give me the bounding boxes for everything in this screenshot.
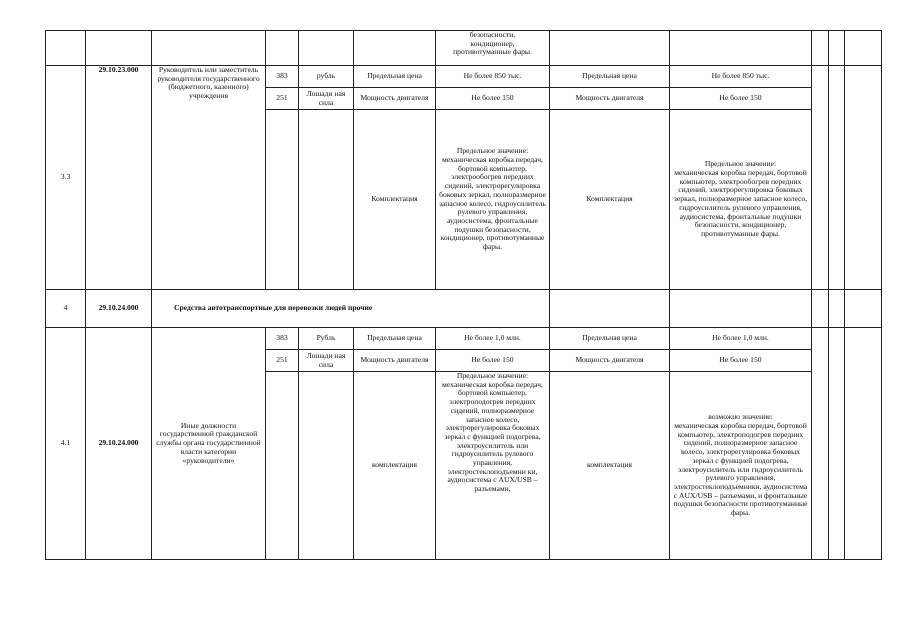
characteristic-name: Предельная цена (550, 328, 670, 350)
okei-code: 251 (266, 88, 299, 110)
equipment-value-cont: безопасности, кондиционер, противотуманные фары. (436, 31, 550, 66)
characteristic-value: Не более 150 (670, 350, 812, 372)
table-row (46, 31, 882, 66)
section-title: Средства автотранспортные для перевозки людей прочие (152, 290, 550, 328)
okei-code: 251 (266, 350, 299, 372)
characteristic-value: Не более 150 (436, 88, 550, 110)
unit-name: рубль (299, 66, 354, 88)
characteristic-value: Не более 850 тыс. (436, 66, 550, 88)
characteristic-name: Мощность двигателя (550, 350, 670, 372)
characteristic-name: Мощность двигателя (354, 88, 436, 110)
characteristic-value: Предельное значение: механическая коробка передач, бортовой компьютер, электроподогрев передних сидений, полноразмерное запасное колесо, электрорегулировка боковых зеркал с функцией подогрева, электроусилитель или гидроусилитель рулевого управления, электростеклоподъемни ки, аудиосистема с AUX/USB –разъемами, (436, 372, 550, 560)
characteristic-value: Не более 1,0 млн. (670, 328, 812, 350)
okei-code: 383 (266, 66, 299, 88)
characteristic-value: Предельное значение: механическая коробка передач, бортовой компьютер, электрообогрев передних сидений, электрорегулировка боковых зеркал, полноразмерное запасное колесо, гидроусилитель рулевого управления, аудиосистема, фронтальные подушки безопасности, кондиционер, противотуманные фары. (436, 110, 550, 290)
requirements-table (45, 30, 882, 560)
characteristic-name: Комплектация (550, 110, 670, 290)
characteristic-name: Комплектация (354, 110, 436, 290)
position-name: Иные должности государственной гражданской службы органа государственной власти категории «руководители» (152, 328, 266, 560)
okpd-code: 29.10.24.000 (86, 290, 152, 328)
characteristic-name: Мощность двигателя (550, 88, 670, 110)
characteristic-value: Не более 150 (670, 88, 812, 110)
row-number: 3.3 (46, 66, 86, 290)
table-row (46, 328, 882, 350)
characteristic-value: Предельное значение: механическая коробка передач, бортовой компьютер, электрообогрев передних сидений, электрорегулировка боковых зеркал, полноразмерное запасное колесо, гидроусилитель рулевого управления, аудиосистема, фронтальные подушки безопасности, кондиционер, противотуманные фары. (670, 110, 812, 290)
characteristic-value: Не более 850 тыс. (670, 66, 812, 88)
characteristic-value: Не более 150 (436, 350, 550, 372)
unit-name: Лошади ная сила (299, 88, 354, 110)
table-row (46, 290, 882, 328)
characteristic-name: Предельная цена (354, 328, 436, 350)
characteristic-value: Не более 1,0 млн. (436, 328, 550, 350)
position-name: Руководитель или заместитель руководителя государственного (бюджетного, казенного) учреждения (152, 66, 266, 290)
characteristic-name: Мощность двигателя (354, 350, 436, 372)
characteristic-name: комплектация (550, 372, 670, 560)
characteristic-name: комплектация (354, 372, 436, 560)
okpd-code: 29.10.23.000 (86, 66, 152, 290)
table-row (46, 66, 882, 88)
unit-name: Лошади ная сила (299, 350, 354, 372)
row-number: 4 (46, 290, 86, 328)
okpd-code: 29.10.24.000 (86, 328, 152, 560)
characteristic-value: возможно значение: механическая коробка передач, бортовой компьютер, электроподогрев передних сидений, полноразмерное запасное колесо, электрорегулировка боковых зеркал с функцией подогрева, электроусилитель или гидроусилитель рулевого управления, электростеклоподъемники, аудиосистема с AUX/USB – разъемами, и фронтальные подушки безопасности противотуманные фары. (670, 372, 812, 560)
characteristic-name: Предельная цена (354, 66, 436, 88)
row-number: 4.1 (46, 328, 86, 560)
okei-code: 383 (266, 328, 299, 350)
characteristic-name: Предельная цена (550, 66, 670, 88)
unit-name: Рубль (299, 328, 354, 350)
